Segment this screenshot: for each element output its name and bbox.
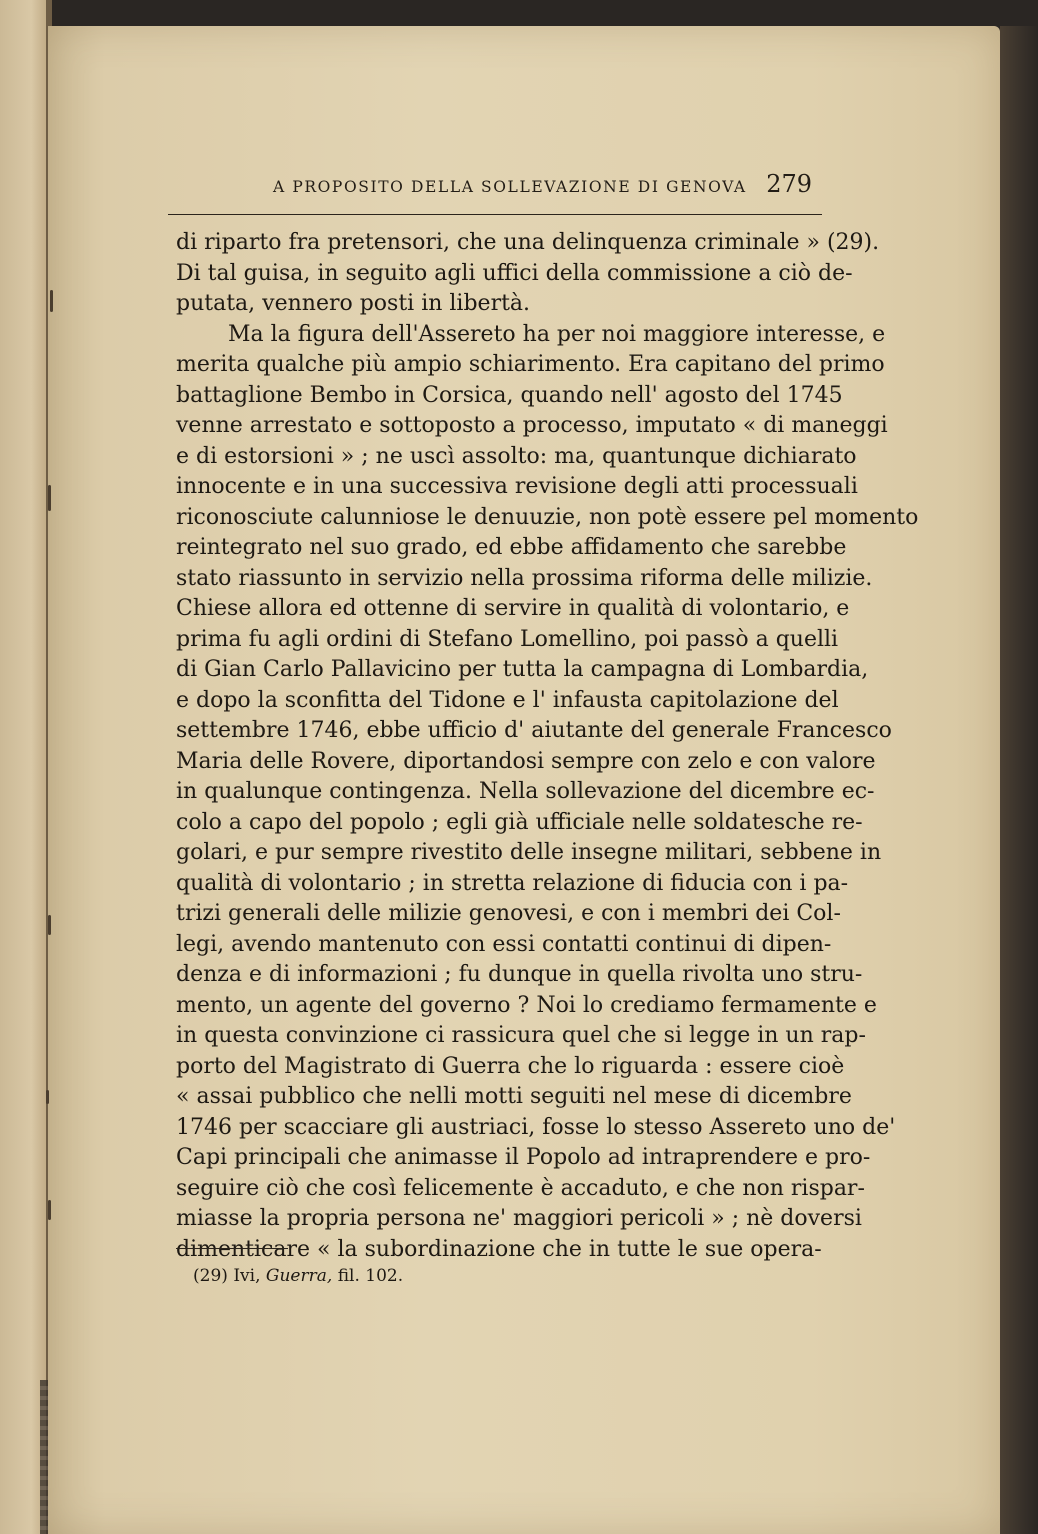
text-line: e dopo la sconfitta del Tidone e l' infausta capitolazione del bbox=[176, 687, 839, 713]
footnote-number: (29) bbox=[193, 1266, 228, 1286]
text-line: seguire ciò che così felicemente è accaduto, e che non rispar- bbox=[176, 1175, 865, 1201]
footnote-title: Guerra, bbox=[265, 1266, 333, 1286]
text-line: riconosciute calunniose le denuuzie, non potè essere pel momento bbox=[176, 504, 919, 530]
text-line: prima fu agli ordini di Stefano Lomellino, poi passò a quelli bbox=[176, 626, 839, 652]
text-line: denza e di informazioni ; fu dunque in quella rivolta uno stru- bbox=[176, 962, 863, 987]
text-line: e di estorsioni » ; ne uscì assolto: ma, quantunque dichiarato bbox=[176, 443, 857, 469]
footnote-rule bbox=[176, 1248, 288, 1249]
text-line: reintegrato nel suo grado, ed ebbe affidamento che sarebbe bbox=[176, 535, 847, 560]
text-line: battaglione Bembo in Corsica, quando nell' agosto del 1745 bbox=[176, 382, 843, 408]
margin-mark bbox=[48, 1200, 51, 1220]
footnote-source: Ivi, bbox=[233, 1266, 261, 1286]
text-line: stato riassunto in servizio nella prossima riforma delle milizie. bbox=[176, 565, 873, 591]
page-header bbox=[168, 170, 822, 215]
text-line: legi, avendo mantenuto con essi contatti continui di dipen- bbox=[176, 931, 832, 957]
text-line: di riparto fra pretensori, che una delinquenza criminale » (29). bbox=[176, 230, 880, 255]
text-line: colo a capo del popolo ; egli già ufficiale nelle soldatesche re- bbox=[176, 809, 863, 835]
text-line: 1746 per scacciare gli austriaci, fosse lo stesso Assereto uno de' bbox=[176, 1114, 896, 1140]
text-line: merita qualche più ampio schiarimento. Era capitano del primo bbox=[176, 352, 885, 377]
background-shadow bbox=[1000, 26, 1038, 1534]
text-line: qualità di volontario ; in stretta relazione di fiducia con i pa- bbox=[176, 870, 849, 896]
footnote bbox=[193, 1266, 403, 1286]
footnote-reference: fil. 102. bbox=[337, 1266, 404, 1286]
text-line: settembre 1746, ebbe ufficio d' aiutante del generale Francesco bbox=[176, 718, 892, 743]
running-head: A PROPOSITO DELLA SOLLEVAZIONE DI GENOVA bbox=[273, 178, 747, 196]
margin-mark bbox=[48, 915, 51, 935]
text-line: golari, e pur sempre rivestito delle insegne militari, sebbene in bbox=[176, 840, 882, 865]
text-line: porto del Magistrato di Guerra che lo riguarda : essere cioè bbox=[176, 1053, 845, 1079]
text-line: mento, un agente del governo ? Noi lo crediamo fermamente e bbox=[176, 992, 877, 1018]
text-line: venne arrestato e sottoposto a processo, imputato « di maneggi bbox=[176, 413, 888, 438]
text-line: putata, vennero posti in libertà. bbox=[176, 291, 531, 316]
text-line: Di tal guisa, in seguito agli uffici della commissione a ciò de- bbox=[176, 260, 853, 286]
body-text bbox=[176, 228, 919, 1265]
text-line: trizi generali delle milizie genovesi, e con i membri dei Col- bbox=[176, 901, 841, 926]
text-line: Ma la figura dell'Assereto ha per noi maggiore interesse, e bbox=[228, 321, 886, 347]
text-line: dimenticare « la subordinazione che in tutte le sue opera- bbox=[176, 1236, 822, 1262]
text-line: innocente e in una successiva revisione degli atti processuali bbox=[176, 474, 858, 499]
text-line: di Gian Carlo Pallavicino per tutta la campagna di Lombardia, bbox=[176, 657, 869, 682]
margin-mark bbox=[48, 485, 51, 511]
text-line: Maria delle Rovere, diportandosi sempre con zelo e con valore bbox=[176, 748, 876, 774]
margin-mark bbox=[50, 290, 53, 312]
text-line: in qualunque contingenza. Nella sollevazione del dicembre ec- bbox=[176, 779, 875, 804]
text-line: « assai pubblico che nelli motti seguiti nel mese di dicembre bbox=[176, 1084, 852, 1109]
page-number: 279 bbox=[766, 170, 812, 198]
previous-page-edge bbox=[0, 0, 52, 1534]
text-line: in questa convinzione ci rassicura quel che si legge in un rap- bbox=[176, 1023, 866, 1048]
text-line: miasse la propria persona ne' maggiori pericoli » ; nè doversi bbox=[176, 1206, 862, 1231]
text-line: Chiese allora ed ottenne di servire in qualità di volontario, e bbox=[176, 596, 850, 621]
text-line: Capi principali che animasse il Popolo ad intraprendere e pro- bbox=[176, 1145, 871, 1170]
margin-mark bbox=[46, 1090, 49, 1104]
